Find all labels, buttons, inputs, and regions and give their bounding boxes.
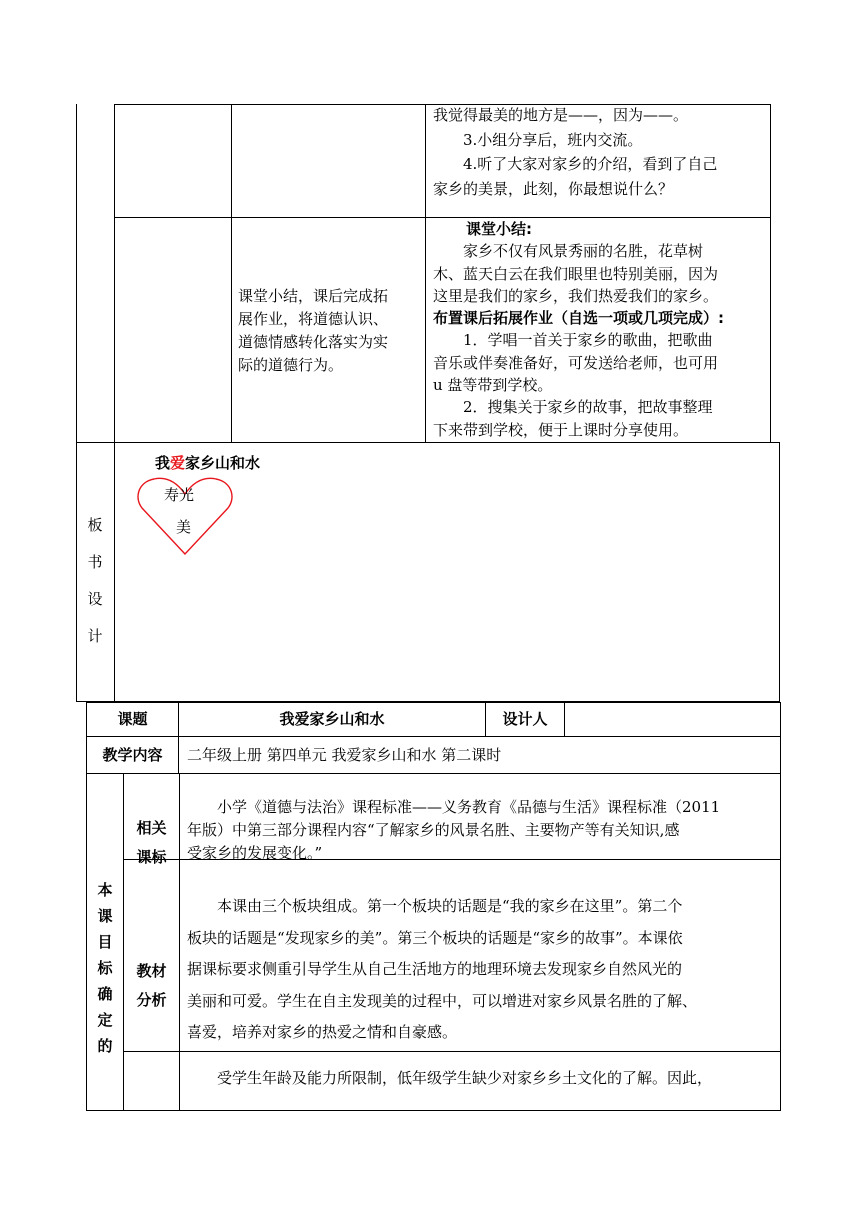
top-table-divider-1 xyxy=(114,104,115,702)
row1-activity-text: 我觉得最美的地方是——，因为——。 3.小组分享后，班内交流。 4.听了大家对家乡的介绍，看到了自己 家乡的美景，此刻，你最想说什么？ xyxy=(433,106,718,198)
lesson-rule-1 xyxy=(86,702,781,703)
lesson-rule-bottom xyxy=(86,1110,781,1111)
analysis-label: 教材 分析 xyxy=(136,962,167,1009)
lesson-rule-5 xyxy=(123,1051,781,1052)
lesson-rule-3 xyxy=(86,773,781,774)
heart-text-line2: 美 xyxy=(176,518,192,536)
content-value: 二年级上册 第四单元 我爱家乡山和水 第二课时 xyxy=(187,746,502,764)
heart-text-line1: 寿光 xyxy=(164,486,195,504)
board-border-right xyxy=(779,442,780,702)
board-rule-top xyxy=(76,442,780,443)
board-title: 我爱家乡山和水 xyxy=(155,454,261,472)
board-design-label: 板 书 设 计 xyxy=(87,516,103,645)
standard-text: 小学《道德与法治》课程标准——义务教育《品德与生活》课程标准（2011 年版）中第三部分课程内容“了解家乡的风景名胜、主要物产等有关知识,感 受家乡的发展变化。” xyxy=(187,798,721,862)
content-label: 教学内容 xyxy=(102,746,163,764)
row2-summary-text: 课堂小结: 家乡不仅有风景秀丽的名胜，花草树 木、蓝天白云在我们眼里也特别美丽，因为 这里是我们的家乡，我们热爱我们的家乡。 布置课后拓展作业（自选一项或几项完成）: 1．学唱一首关于家乡的歌曲，把歌曲 音乐或伴奏准备好，可发送给老师，也可用 u 盘等带到学校。 2．搜集关于家乡的故事，把故事整理 下来带到学校，便于上课时分享使用。 xyxy=(433,220,725,439)
lesson-goal-label: 本 课 目 标 确 定 的 xyxy=(97,881,113,1055)
analysis-text: 本课由三个板块组成。第一个板块的话题是“我的家乡在这里”。第二个 板块的话题是“发现家乡的美”。第三个板块的话题是“家乡的故事”。本课依 据课标要求侧重引导学生从自己生活地方的地理环境去发现家乡自然风光的 美丽和可爱。学生在自主发现美的过程中，可以增进对家乡风景名胜的了解、 喜爱，培养对家乡的热爱之情和自豪感。 xyxy=(187,897,698,1041)
top-table-border-right xyxy=(770,104,771,442)
lesson-border-right xyxy=(780,702,781,1111)
row2-purpose-text: 课堂小结，课后完成拓 展作业，将道德认识、 道德情感转化落实为实 际的道德行为。 xyxy=(238,287,389,374)
top-table-divider-3 xyxy=(425,104,426,442)
top-table-border-left xyxy=(76,104,77,702)
learner-text: 受学生年龄及能力所限制，低年级学生缺少对家乡乡土文化的了解。因此， xyxy=(187,1069,713,1087)
topic-value: 我爱家乡山和水 xyxy=(279,710,385,728)
homework-heading: 布置课后拓展作业（自选一项或几项完成）: xyxy=(433,309,725,328)
lesson-rule-2 xyxy=(86,736,781,737)
lesson-designer-divider-2 xyxy=(564,702,565,736)
lesson-inner-divider-2 xyxy=(179,773,180,1111)
summary-heading: 课堂小结: xyxy=(466,220,532,238)
board-title-red-char: 爱 xyxy=(170,454,186,472)
designer-label: 设计人 xyxy=(502,710,548,728)
top-table-divider-2 xyxy=(231,104,232,442)
topic-label: 课题 xyxy=(117,710,148,728)
standard-label: 相关 课标 xyxy=(136,819,167,866)
